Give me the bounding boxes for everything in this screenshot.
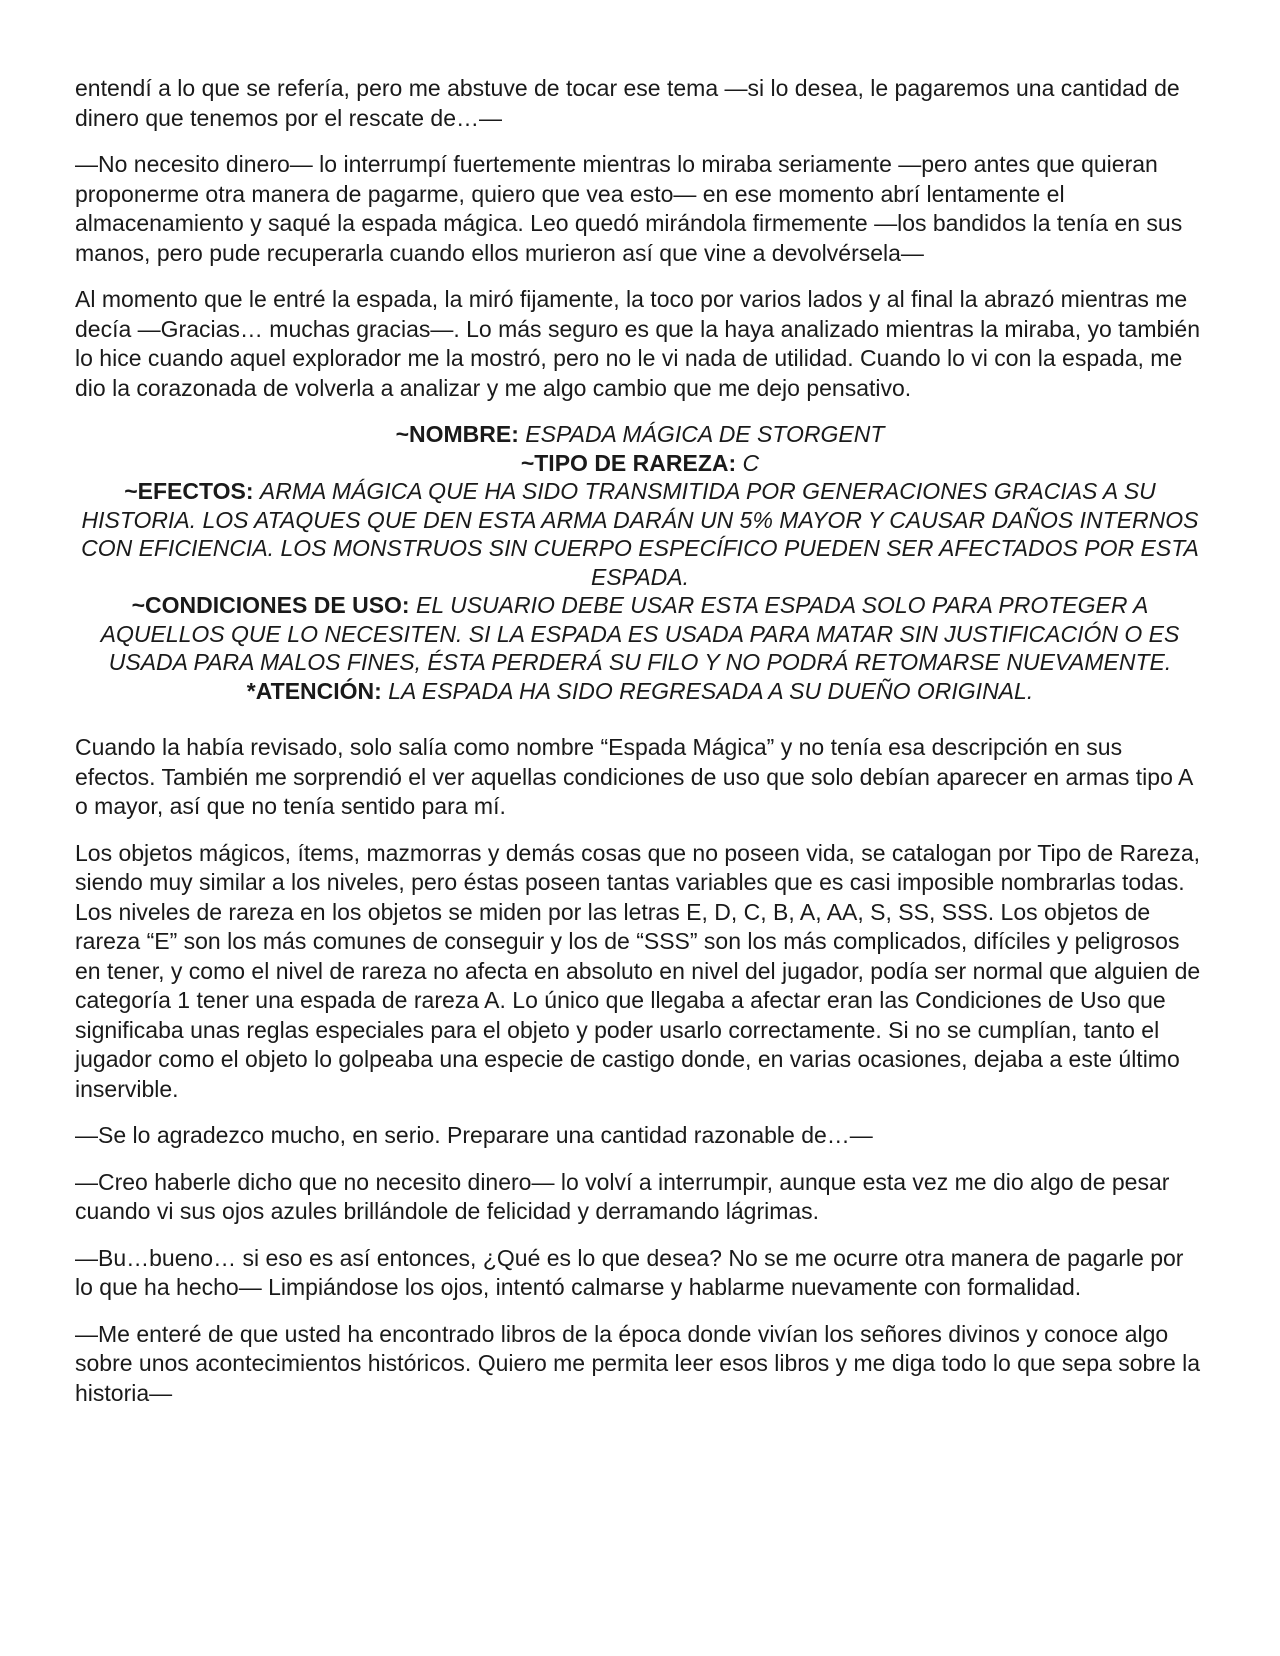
status-attention-label: *ATENCIÓN:: [246, 677, 382, 704]
paragraph: —Bu…bueno… si eso es así entonces, ¿Qué es lo que desea? No se me ocurre otra manera de pagarle por lo que ha hecho— Limpiándose los ojos, intentó calmarse y hablarme nuevamente con formalidad.: [75, 1244, 1184, 1300]
status-attention-value: LA ESPADA HA SIDO REGRESADA A SU DUEÑO ORIGINAL.: [388, 677, 1034, 704]
item-status-window: [75, 420, 1205, 705]
status-rarity-line: [75, 449, 1205, 478]
document-page: [75, 74, 1205, 1425]
paragraph: —No necesito dinero— lo interrumpí fuertemente mientras lo miraba seriamente —pero antes que quieran proponerme otra manera de pagarme, quiero que vea esto— en ese momento abrí lentamente el almacenamiento y saqué la espada mágica. Leo quedó mirándola firmemente —los bandidos la tenía en sus manos, pero pude recuperarla cuando ellos murieron así que vine a devolvérsela—: [75, 151, 1183, 266]
status-conditions-value: EL USUARIO DEBE USAR ESTA ESPADA SOLO PARA PROTEGER A AQUELLOS QUE LO NECESITEN. SI LA ESPADA ES USADA PARA MATAR SIN JUSTIFICACIÓN O ES USADA PARA MALOS FINES, ÉSTA PERDERÁ SU FILO Y NO PODRÁ RETOMARSE NUEVAMENTE.: [100, 592, 1180, 675]
status-rarity-label: ~TIPO DE RAREZA:: [520, 449, 737, 476]
paragraph: —Me enteré de que usted ha encontrado libros de la época donde vivían los señores divinos y conoce algo sobre unos acontecimientos históricos. Quiero me permita leer esos libros y me diga todo lo que sepa sobre la historia—: [75, 1320, 1201, 1406]
status-effects-label: ~EFECTOS:: [124, 478, 254, 504]
paragraph: Cuando la había revisado, solo salía como nombre “Espada Mágica” y no tenía esa descripción en sus efectos. También me sorprendió el ver aquellas condiciones de uso que solo debían aparecer en armas tipo A o mayor, así que no tenía sentido para mí.: [75, 734, 1193, 819]
status-attention-line: [75, 677, 1205, 706]
status-name-label: ~NOMBRE:: [395, 421, 519, 447]
status-effects-line: [75, 477, 1205, 591]
paragraph: entendí a lo que se refería, pero me abstuve de tocar ese tema —si lo desea, le pagaremos una cantidad de dinero que tenemos por el rescate de…—: [75, 75, 1180, 131]
status-name-line: [75, 420, 1205, 449]
paragraph: Al momento que le entré la espada, la miró fijamente, la toco por varios lados y al final la abrazó mientras me decía —Gracias… muchas gracias—. Lo más seguro es que la haya analizado mientras la miraba, yo también lo hice cuando aquel explorador me la mostró, pero no le vi nada de utilidad. Cuando lo vi con la espada, me dio la corazonada de volverla a analizar y me algo cambio que me dejo pensativo.: [75, 286, 1200, 401]
paragraph: Los objetos mágicos, ítems, mazmorras y demás cosas que no poseen vida, se catalogan por Tipo de Rareza, siendo muy similar a los niveles, pero éstas poseen tantas variables que es casi imposible nombrarlas todas. Los niveles de rareza en los objetos se miden por las letras E, D, C, B, A, AA, S, SS, SSS. Los objetos de rareza “E” son los más comunes de conseguir y los de “SSS” son los más complicados, difíciles y peligrosos en tener, y como el nivel de rareza no afecta en absoluto en nivel del jugador, podía ser normal que alguien de categoría 1 tener una espada de rareza A. Lo único que llegaba a afectar eran las Condiciones de Uso que significaba unas reglas especiales para el objeto y poder usarlo correctamente. Si no se cumplían, tanto el jugador como el objeto lo golpeaba una especie de castigo donde, en varias ocasiones, dejaba a este último inservible.: [75, 839, 1201, 1102]
status-name-value: ESPADA MÁGICA DE STORGENT: [525, 421, 885, 447]
paragraph: —Se lo agradezco mucho, en serio. Preparare una cantidad razonable de…—: [75, 1122, 873, 1148]
status-conditions-label: ~CONDICIONES DE USO:: [131, 592, 410, 618]
status-conditions-line: [75, 591, 1205, 677]
status-effects-value: ARMA MÁGICA QUE HA SIDO TRANSMITIDA POR GENERACIONES GRACIAS A SU HISTORIA. LOS ATAQUES QUE DEN ESTA ARMA DARÁN UN 5% MAYOR Y CAUSAR DAÑOS INTERNOS CON EFICIENCIA. LOS MONSTRUOS SIN CUERPO ESPECÍFICO PUEDEN SER AFECTADOS POR ESTA ESPADA.: [81, 478, 1199, 590]
paragraph: —Creo haberle dicho que no necesito dinero— lo volví a interrumpir, aunque esta vez me dio algo de pesar cuando vi sus ojos azules brillándole de felicidad y derramando lágrimas.: [75, 1168, 1170, 1224]
status-rarity-value: C: [742, 449, 760, 476]
